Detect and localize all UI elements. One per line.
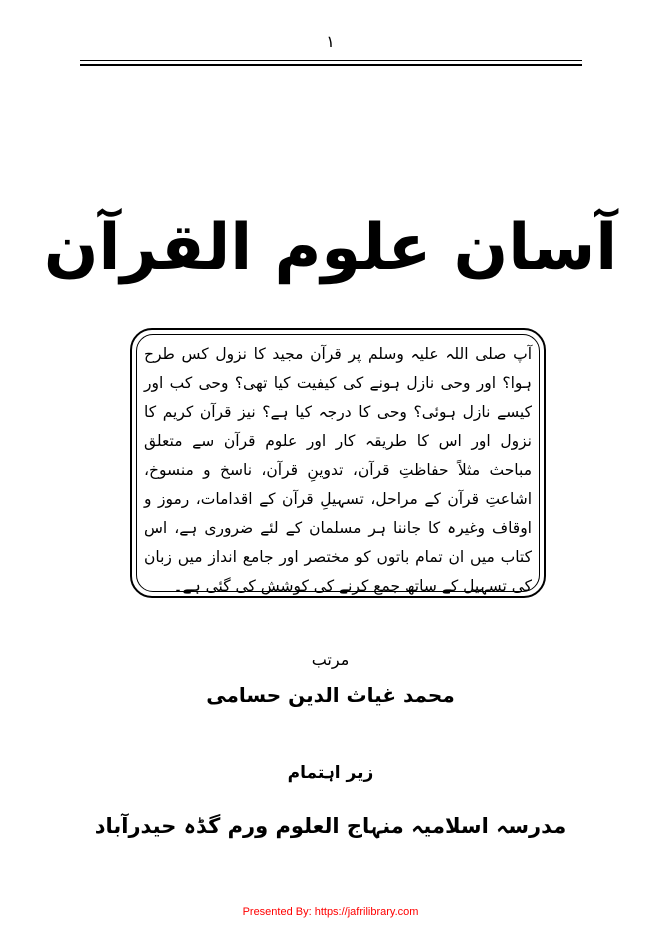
publisher-name: مدرسہ اسلامیہ منہاج العلوم ورم گڈہ حیدرآباد — [94, 814, 567, 838]
presented-by-link[interactable]: Presented By: https://jafrilibrary.com — [242, 906, 419, 918]
header-rule-thick — [80, 64, 582, 66]
book-title: آسان علوم القرآن — [43, 211, 618, 285]
page-number: ۱ — [326, 32, 335, 51]
book-description: آپ صلی اللہ علیہ وسلم پر قرآن مجید کا نزول کس طرح ہوا؟ اور وحی نازل ہونے کی کیفیت کیا تھی؟ وحی کب اور کیسے نازل ہوئی؟ وحی کا درجہ کیا ہے؟ نیز قرآن کریم کا نزول اور اس کا طریقہ کار اور علوم قرآن سے متعلق مباحث مثلاً حفاظتِ قرآن، تدوینِ قرآن، ناسخ و منسوخ، اشاعتِ قرآن کے مراحل، تسہیلِ قرآن کے اقدامات، رموز و اوقاف وغیرہ کا جاننا ہر مسلمان کے لئے ضروری ہے، اس کتاب میں ان تمام باتوں کو مختصر اور جامع انداز میں زبان کی تسہیل کے ساتھ جمع کرنے کی کوشش کی گئی ہے۔ — [144, 345, 532, 595]
compiler-name: محمد غیاث الدین حسامی — [206, 683, 455, 707]
supervision-label: زیر اہتمام — [287, 763, 374, 783]
header-rule-thin — [80, 60, 582, 61]
compiler-label: مرتب — [311, 650, 350, 669]
